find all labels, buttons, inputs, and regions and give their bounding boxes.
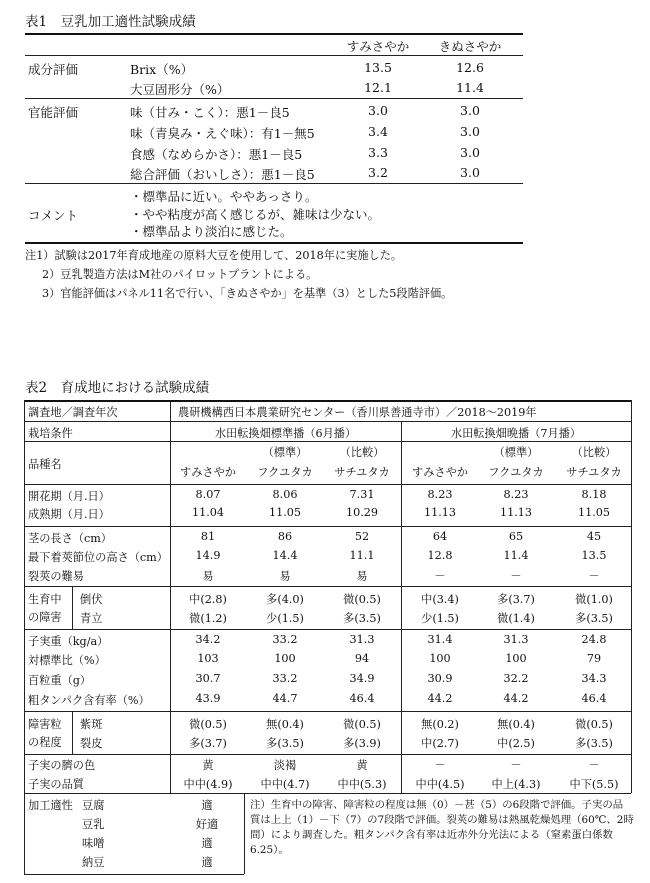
table2-cell: 微(0.5) [343,718,381,731]
table2-row-label: 粗タンパク含有率（%） [28,694,150,707]
table2-cell: 46.4 [349,692,375,705]
table2-cell: 44.7 [272,692,298,705]
table1-value: 12.6 [456,60,484,75]
table1-value: 13.5 [364,60,392,75]
table2-cell: 65 [508,530,524,543]
table2-rule [24,586,631,587]
table2-proc-value: 適 [201,856,213,869]
table2-cell: 多(3.7) [497,593,535,606]
table2-proc-item: 豆腐 [82,799,105,812]
table2-cell: 易 [356,570,368,583]
table2-cell: 少(1.5) [421,612,459,625]
table2-cell: 44.2 [427,692,453,705]
table2-row-label: 子実の臍の色 [28,759,96,772]
table2-row-label: 子実の品質 [28,778,84,791]
table2-cell: 79 [586,652,602,665]
table2-variety-name: フクユタカ [488,466,544,479]
table2-row-label: 対標準比（%） [28,654,106,667]
table2-proc-item: 味噌 [82,837,105,850]
table1-value: 12.1 [364,80,392,95]
table2-proc-value: 適 [201,799,213,812]
table1-value: 3.4 [368,124,388,139]
table2-grain-group: の程度 [28,736,62,749]
table2-cell: 64 [432,530,448,543]
table2-cell: 81 [200,530,216,543]
table1-header-1: すみさやか [346,39,410,54]
table2-footnote-line: 質は上上（1）－下（7）の7段階で評価。裂莢の難易は熱風乾燥処理（60℃、2時 [250,814,634,826]
table2-row-label: 開花期（月.日） [28,490,110,503]
table2-variety-tag: （標準） [262,446,308,459]
table2-cell: 43.9 [195,692,221,705]
table2-proc-label: 加工適性 [28,799,73,812]
table1-value: 3.0 [368,103,388,118]
table1-value: 3.3 [368,145,388,160]
table2-cell: 33.2 [272,633,298,646]
table2-proc-value: 好適 [195,818,219,831]
table1-comment: ・標準品に近い。ややあっさり。 [130,189,318,204]
table2-cell: 微(0.5) [575,718,613,731]
table2-cell: 多(3.9) [343,737,381,750]
table2-variety-tag: （比較） [571,446,617,459]
table2-proc-item: 納豆 [82,856,105,869]
table2-cell: 微(0.5) [189,718,227,731]
table1-item: 食感（なめらかさ）：悪1－良5 [130,147,303,162]
table2-cell: 中(2.7) [421,737,459,750]
table2-cell: 11.04 [191,506,225,519]
table2-cell: 11.1 [349,549,375,562]
table2-grain-group: 障害粒 [28,718,62,731]
table2-cell: 94 [354,652,370,665]
table2-cell: 34.9 [349,672,375,685]
table1-item: 味（甘み・こく）：悪1－良5 [130,105,290,120]
table2-variety-tag: （比較） [339,446,385,459]
table1-group-sensory: 官能評価 [28,105,79,120]
table2-cell: 多(3.7) [189,737,227,750]
table2-variety-name: サチユタカ [334,466,390,479]
table2-cell: 100 [274,652,296,665]
table2-variety-label: 品種名 [28,458,62,471]
table2-variety-name: すみさやか [412,466,468,479]
table2-cell: 多(4.0) [266,593,304,606]
table1-note: 注1）試験は2017年育成地産の原料大豆を使用して、2018年に実施した。 [25,249,403,262]
table2-cell: 14.9 [195,549,221,562]
table2-cell: － [588,570,600,583]
table2-rule [24,441,631,442]
table2-cell: 中下(5.5) [569,778,619,791]
table2-cell: 黄 [202,759,214,772]
table2-cell: 31.3 [349,633,375,646]
table2-cell: 52 [354,530,370,543]
table2-row-label: 百粒重（g） [28,674,92,687]
table2-cell: 103 [197,652,219,665]
table2-cell: 多(3.5) [575,737,613,750]
table2-cell: 44.2 [503,692,529,705]
table2-cell: 少(1.5) [266,612,304,625]
table2-rule [24,793,631,794]
table1-note: 3）官能評価はパネル11名で行い、「きぬさやか」を基準（3）とした5段階評価。 [42,287,453,300]
table2-row-label: 紫斑 [80,718,103,731]
table2-cell: 11.05 [577,506,611,519]
table2-cond-label: 栽培条件 [28,427,73,440]
table2-cell: － [434,759,446,772]
table2-footnote-line: 間）により調査した。粗タンパク含有率は近赤外分光法による（窒素蛋白係数 [250,829,613,841]
table2-row-label: 倒伏 [80,593,103,606]
table2-rule [24,526,631,527]
table2-cell: 33.2 [272,672,298,685]
table2-cell: 32.2 [503,672,529,685]
table2-rule [24,711,631,712]
table2-rule [24,874,244,875]
table2-cell: 多(3.5) [575,612,613,625]
table2-cell: 8.18 [581,488,607,501]
table2-col-line [72,586,73,629]
table1-item: Brix（%） [130,62,194,77]
table2-cell: 易 [202,570,214,583]
table2-row-label: 最下着莢節位の高さ（cm） [28,551,168,564]
table2-cell: 多(3.5) [266,737,304,750]
table2-cell: 100 [505,652,527,665]
table2-cell: 黄 [356,759,368,772]
table2-cell: 中(2.5) [497,737,535,750]
table2-cell: 34.2 [195,633,221,646]
table2-border-left [24,400,25,874]
table1-group-composition: 成分評価 [28,62,79,77]
table2-cell: 14.4 [272,549,298,562]
table2-row-label: 成熟期（月.日） [28,508,110,521]
table2-cell: 8.23 [427,488,453,501]
table2-col-line [72,711,73,754]
table2-variety-tag: （標準） [493,446,539,459]
table1-section-rule [25,183,523,184]
table2-cell: － [588,759,600,772]
table2-cell: 86 [277,530,293,543]
table1-note: 2）豆乳製造方法はM社のパイロットプラントによる。 [42,268,318,281]
table2-variety-name: フクユタカ [257,466,313,479]
table1-title: 表1 豆乳加工適性試験成績 [25,14,196,30]
table1-item: 大豆固形分（%） [130,82,230,97]
table2-cell: 中(3.4) [421,593,459,606]
table2-cell: 中(2.8) [189,593,227,606]
table2-footnote-line: 注）生育中の障害、障害粒の程度は無（0）－甚（5）の6段階で評価。子実の品 [250,799,624,811]
table2-cell: 31.4 [427,633,453,646]
table2-cell: 34.3 [581,672,607,685]
table2-cell: 無(0.4) [497,718,535,731]
table1-value: 3.0 [460,165,480,180]
table1-header-2: きぬさやか [438,39,502,54]
table1-header-rule [25,55,523,56]
table2-site-value: 農研機構西日本農業研究センター（香川県善通寺市）／2018～2019年 [178,406,537,419]
table2-cell: 24.8 [581,633,607,646]
table2-cell: 30.7 [195,672,221,685]
table2-row-label: 子実重（kg/a） [28,635,109,648]
table2-cell: － [510,570,522,583]
table2-damage-group: 生育中 [28,593,62,606]
table2-row-label: 青立 [80,612,103,625]
table2-cell: 中中(4.9) [183,778,233,791]
table2-cell: 無(0.4) [266,718,304,731]
table2-cell: － [434,570,446,583]
table2-cell: 微(1.2) [189,612,227,625]
table2-cell: 11.4 [503,549,529,562]
table2-cell: 11.13 [499,506,533,519]
table2-cell: 易 [279,570,291,583]
table1-top-rule [25,33,523,35]
table2-cell: 7.31 [349,488,375,501]
table2-cell: 11.05 [268,506,302,519]
table2-rule [24,400,631,402]
table2-cell: 8.23 [503,488,529,501]
table1-value: 3.0 [460,124,480,139]
table2-cell: － [510,759,522,772]
table2-cell: 中上(4.3) [491,778,541,791]
table1-value: 11.4 [456,80,484,95]
table1-value: 3.2 [368,165,388,180]
table1-section-rule [25,98,523,99]
table1-bottom-rule [25,242,523,244]
table1-comment: ・やや粘度が高く感じるが、雑味は少ない。 [130,207,381,222]
table2-cell: 31.3 [503,633,529,646]
table2-cell: 8.06 [272,488,298,501]
table2-variety-name: すみさやか [180,466,236,479]
table2-rule [24,629,631,630]
table2-rule [24,484,631,485]
table2-row-label: 裂莢の難易 [28,570,84,583]
table2-cond-standard: 水田転換畑標準播（6月播） [214,427,357,440]
table2-cell: 中中(5.3) [337,778,387,791]
table2-cell: 13.5 [581,549,607,562]
table1-item: 味（青臭み・えぐ味）：有1－無5 [130,126,315,141]
table2-cell: 8.07 [195,488,221,501]
table1-item: 総合評価（おいしさ）：悪1－良5 [130,167,315,182]
table2-cell: 46.4 [581,692,607,705]
table1-value: 3.0 [460,103,480,118]
table2-proc-value: 適 [201,837,213,850]
table2-cell: 100 [429,652,451,665]
table1-comment-label: コメント [28,208,79,223]
table2-cell: 30.9 [427,672,453,685]
table2-site-label: 調査地／調査年次 [28,406,118,419]
table2-cell: 45 [586,530,602,543]
table2-cell: 無(0.2) [421,718,459,731]
table2-cell: 11.13 [423,506,457,519]
table2-title: 表2 育成地における試験成績 [25,380,210,396]
table2-cell: 12.8 [427,549,453,562]
table2-cell: 微(0.5) [343,593,381,606]
table2-col-line [244,793,245,874]
table2-row-label: 裂皮 [80,737,103,750]
table2-cell: 淡褐 [273,759,297,772]
table2-cell: 10.29 [345,506,379,519]
table2-cond-late: 水田転換畑晩播（7月播） [450,427,582,440]
table2-cell: 微(1.4) [497,612,535,625]
table2-cell: 多(3.5) [343,612,381,625]
table2-cell: 微(1.0) [575,593,613,606]
table2-footnote-line: 6.25）。 [250,844,289,856]
table2-cell: 中中(4.5) [415,778,465,791]
table2-cell: 中中(4.7) [260,778,310,791]
table1-comment: ・標準品より淡泊に感じた。 [130,224,293,239]
table2-rule [24,754,631,755]
table2-proc-item: 豆乳 [82,818,105,831]
table2-rule [24,421,631,422]
table2-damage-group: の障害 [28,611,62,624]
table2-footnote [250,798,634,858]
table1-value: 3.0 [460,145,480,160]
table2-variety-name: サチユタカ [566,466,622,479]
table2-row-label: 茎の長さ（cm） [28,532,112,545]
